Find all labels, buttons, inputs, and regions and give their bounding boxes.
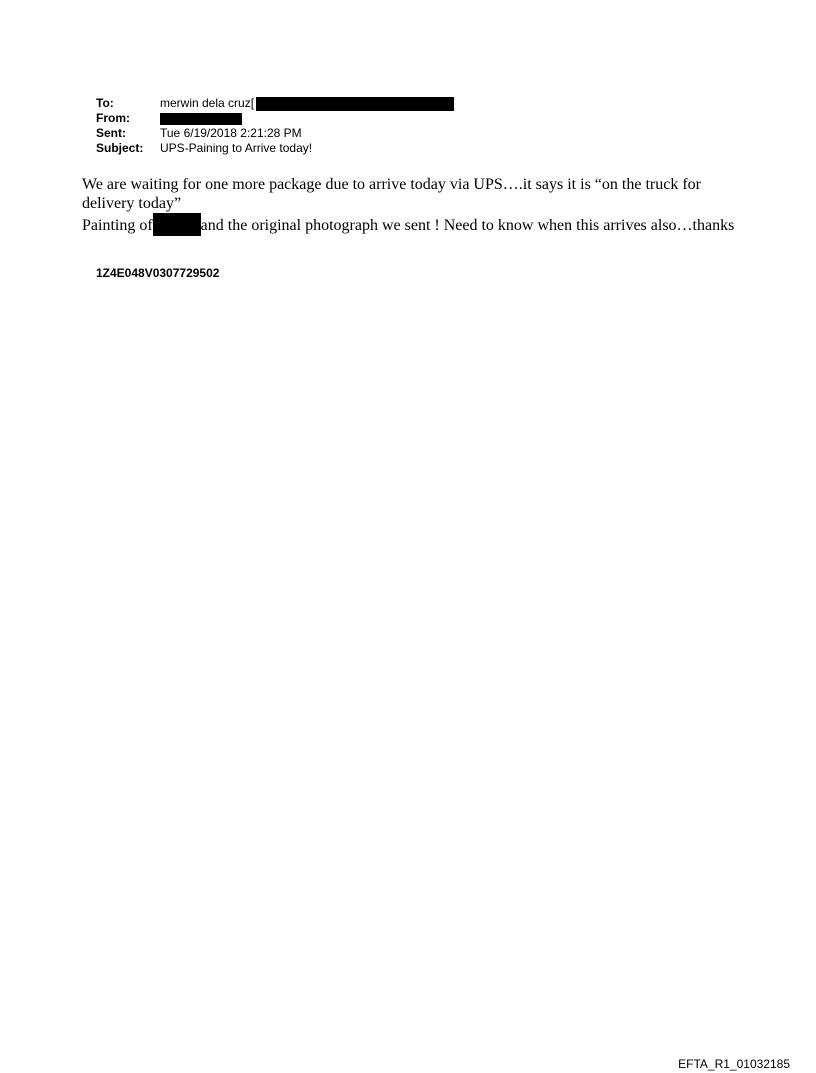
to-redaction-block <box>256 97 454 111</box>
subject-row <box>96 141 454 156</box>
from-redaction-block <box>160 113 242 125</box>
body-line2-before: Painting of <box>82 217 153 234</box>
from-label: From: <box>96 111 130 125</box>
to-row <box>96 96 454 111</box>
body-paragraph-2 <box>82 213 742 236</box>
email-header <box>96 96 454 156</box>
from-value <box>160 113 242 125</box>
to-value <box>160 96 454 111</box>
subject-value: UPS-Paining to Arrive today! <box>160 141 313 155</box>
subject-label: Subject: <box>96 141 144 155</box>
body-line2-after: and the original photograph we sent ! Need to know when this arrives also…thanks <box>200 217 735 234</box>
from-row <box>96 111 454 126</box>
to-label: To: <box>96 96 114 110</box>
document-id: EFTA_R1_01032185 <box>678 1057 790 1071</box>
tracking-number: 1Z4E048V0307729502 <box>96 266 220 280</box>
sent-row <box>96 126 454 141</box>
to-recipient-name: merwin dela cruz[ <box>160 96 255 110</box>
sent-value: Tue 6/19/2018 2:21:28 PM <box>160 126 302 140</box>
body-redaction-block <box>153 213 201 236</box>
body-paragraph-1: We are waiting for one more package due to arrive today via UPS….it says it is “on the truck for delivery today” <box>82 176 701 212</box>
email-body <box>82 175 742 236</box>
sent-label: Sent: <box>96 126 126 140</box>
